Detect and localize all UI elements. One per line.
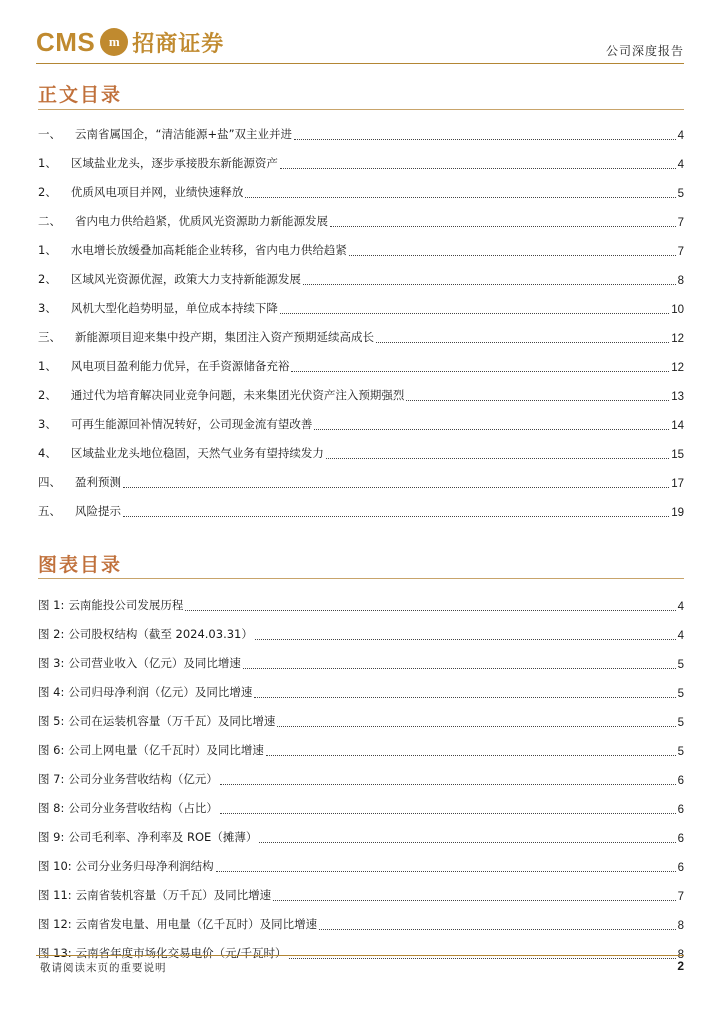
- entry-title: 公司股权结构（截至 2024.03.31）: [68, 627, 253, 641]
- figure-entry[interactable]: [38, 700, 684, 729]
- entry-page-number: 4: [677, 630, 684, 642]
- entry-title: 云南省年度市场化交易电价（元/千瓦时）: [75, 946, 287, 960]
- figure-entry[interactable]: [38, 845, 684, 874]
- entry-page-number: 7: [677, 217, 684, 229]
- toc-entry[interactable]: [38, 316, 684, 345]
- entry-number: 图 12:: [38, 917, 72, 931]
- entry-page-number: 7: [677, 891, 684, 903]
- entry-page-number: 4: [677, 159, 684, 171]
- entry-number: 四、: [38, 475, 61, 489]
- dot-leader: [280, 167, 676, 169]
- dot-leader: [289, 957, 676, 959]
- entry-title: 风机大型化趋势明显，单位成本持续下降: [70, 301, 278, 315]
- entry-title: 区域盐业龙头地位稳固，天然气业务有望持续发力: [70, 446, 324, 460]
- entry-page-number: 12: [671, 333, 684, 345]
- entry-title: 公司毛利率、净利率及 ROE（摊薄）: [68, 830, 258, 844]
- dot-leader: [216, 870, 676, 872]
- entry-number: 图 10:: [38, 859, 72, 873]
- figure-entry[interactable]: [38, 729, 684, 758]
- dot-leader: [406, 399, 669, 401]
- entry-page-number: 13: [671, 391, 684, 403]
- toc-entry[interactable]: [38, 229, 684, 258]
- figure-entry[interactable]: [38, 903, 684, 932]
- toc-entry[interactable]: [38, 287, 684, 316]
- entry-number: 4、: [38, 446, 57, 460]
- entry-title: 公司分业务营收结构（占比）: [68, 801, 218, 815]
- entry-page-number: 5: [677, 688, 684, 700]
- entry-number: 图 9:: [38, 830, 65, 844]
- entry-number: 图 5:: [38, 714, 65, 728]
- entry-title: 公司分业务归母净利润结构: [75, 859, 214, 873]
- logo-latin-text: CMS: [36, 26, 96, 57]
- dot-leader: [314, 428, 669, 430]
- toc-entry[interactable]: [38, 113, 684, 142]
- entry-number: 二、: [38, 214, 61, 228]
- entry-number: 图 2:: [38, 627, 65, 641]
- entry-title: 云南省属国企，“清洁能源+盐”双主业并进: [75, 127, 293, 141]
- figure-entry[interactable]: [38, 816, 684, 845]
- dot-leader: [349, 254, 676, 256]
- entry-number: 图 7:: [38, 772, 65, 786]
- entry-number: 图 11:: [38, 888, 72, 902]
- toc-entry[interactable]: [38, 258, 684, 287]
- contents-divider: [38, 109, 684, 110]
- entry-number: 1、: [38, 243, 57, 257]
- entry-title: 公司分业务营收结构（亿元）: [68, 772, 218, 786]
- entry-page-number: 4: [677, 601, 684, 613]
- entry-page-number: 6: [677, 862, 684, 874]
- entry-number: 2、: [38, 185, 57, 199]
- dot-leader: [319, 928, 675, 930]
- entry-title: 公司营业收入（亿元）及同比增速: [68, 656, 241, 670]
- toc-entry[interactable]: [38, 142, 684, 171]
- dot-leader: [291, 370, 669, 372]
- entry-number: 2、: [38, 272, 57, 286]
- entry-number: 图 6:: [38, 743, 65, 757]
- page-number: 2: [677, 959, 684, 973]
- entry-page-number: 8: [677, 275, 684, 287]
- dot-leader: [220, 783, 676, 785]
- figure-entry[interactable]: [38, 671, 684, 700]
- entry-title: 风险提示: [75, 504, 121, 518]
- toc-entry[interactable]: [38, 200, 684, 229]
- entry-title: 区域盐业龙头，逐步承接股东新能源资产: [70, 156, 278, 170]
- dot-leader: [220, 812, 676, 814]
- entry-page-number: 5: [677, 659, 684, 671]
- entry-page-number: 17: [671, 478, 684, 490]
- entry-title: 公司上网电量（亿千瓦时）及同比增速: [68, 743, 264, 757]
- entry-title: 云南省发电量、用电量（亿千瓦时）及同比增速: [75, 917, 318, 931]
- toc-entry[interactable]: [38, 374, 684, 403]
- logo-badge-icon: m: [100, 28, 128, 56]
- toc-entry[interactable]: [38, 432, 684, 461]
- entry-number: 2、: [38, 388, 57, 402]
- dot-leader: [277, 725, 675, 727]
- toc-entry[interactable]: [38, 490, 684, 519]
- header-divider: [36, 63, 684, 64]
- dot-leader: [255, 638, 676, 640]
- entry-page-number: 6: [677, 833, 684, 845]
- dot-leader: [303, 283, 676, 285]
- brand-logo: [36, 22, 224, 62]
- dot-leader: [259, 841, 675, 843]
- entry-page-number: 6: [677, 804, 684, 816]
- entry-number: 图 1:: [38, 598, 65, 612]
- figure-entry[interactable]: [38, 874, 684, 903]
- entry-title: 通过代为培育解决同业竞争问题，未来集团光伏资产注入预期强烈: [70, 388, 405, 402]
- figure-entry[interactable]: [38, 787, 684, 816]
- entry-title: 公司在运装机容量（万千瓦）及同比增速: [68, 714, 276, 728]
- entry-page-number: 5: [677, 746, 684, 758]
- dot-leader: [185, 609, 675, 611]
- dot-leader: [243, 667, 676, 669]
- entry-number: 1、: [38, 359, 57, 373]
- entry-number: 3、: [38, 417, 57, 431]
- dot-leader: [326, 457, 669, 459]
- figure-entry[interactable]: [38, 932, 684, 961]
- toc-entry[interactable]: [38, 171, 684, 200]
- entry-number: 五、: [38, 504, 61, 518]
- toc-entry[interactable]: [38, 403, 684, 432]
- entry-title: 可再生能源回补情况转好，公司现金流有望改善: [70, 417, 313, 431]
- entry-page-number: 15: [671, 449, 684, 461]
- footer-disclaimer: 敬请阅读末页的重要说明: [40, 962, 167, 974]
- report-type-label: 公司深度报告: [605, 44, 684, 58]
- footer-divider: [36, 955, 684, 956]
- entry-title: 优质风电项目并网，业绩快速释放: [70, 185, 244, 199]
- entry-number: 3、: [38, 301, 57, 315]
- page-header: [0, 0, 724, 70]
- entry-title: 云南省装机容量（万千瓦）及同比增速: [75, 888, 272, 902]
- entry-title: 公司归母净利润（亿元）及同比增速: [68, 685, 253, 699]
- logo-chinese-text: 招商证券: [132, 30, 225, 57]
- entry-title: 区域风光资源优渥，政策大力支持新能源发展: [70, 272, 301, 286]
- entry-number: 一、: [38, 127, 61, 141]
- entry-page-number: 14: [671, 420, 684, 432]
- dot-leader: [294, 138, 676, 140]
- entry-page-number: 8: [677, 949, 684, 961]
- entry-number: 1、: [38, 156, 57, 170]
- figure-entry[interactable]: [38, 642, 684, 671]
- entry-title: 风电项目盈利能力优异，在手资源储备充裕: [70, 359, 290, 373]
- contents-title: 正文目录: [38, 84, 123, 106]
- dot-leader: [266, 754, 676, 756]
- entry-page-number: 4: [677, 130, 684, 142]
- dot-leader: [376, 341, 669, 343]
- dot-leader: [280, 312, 669, 314]
- entry-title: 水电增长放缓叠加高耗能企业转移，省内电力供给趋紧: [70, 243, 347, 257]
- figures-list: [38, 584, 684, 961]
- entry-page-number: 8: [677, 920, 684, 932]
- entry-page-number: 5: [677, 188, 684, 200]
- entry-title: 省内电力供给趋紧，优质风光资源助力新能源发展: [75, 214, 328, 228]
- dot-leader: [245, 196, 675, 198]
- entry-number: 图 13:: [38, 946, 72, 960]
- dot-leader: [330, 225, 676, 227]
- entry-number: 三、: [38, 330, 61, 344]
- figure-entry[interactable]: [38, 758, 684, 787]
- entry-number: 图 8:: [38, 801, 65, 815]
- entry-page-number: 5: [677, 717, 684, 729]
- dot-leader: [123, 515, 669, 517]
- entry-title: 新能源项目迎来集中投产期，集团注入资产预期延续高成长: [75, 330, 374, 344]
- toc-entry[interactable]: [38, 461, 684, 490]
- dot-leader: [123, 486, 669, 488]
- entry-page-number: 10: [671, 304, 684, 316]
- entry-title: 盈利预测: [75, 475, 121, 489]
- figures-title: 图表目录: [38, 554, 123, 576]
- figure-entry[interactable]: [38, 584, 684, 613]
- entry-page-number: 12: [671, 362, 684, 374]
- dot-leader: [254, 696, 675, 698]
- entry-page-number: 7: [677, 246, 684, 258]
- entry-number: 图 4:: [38, 685, 65, 699]
- entry-page-number: 6: [677, 775, 684, 787]
- contents-list: [38, 113, 684, 519]
- figure-entry[interactable]: [38, 613, 684, 642]
- toc-entry[interactable]: [38, 345, 684, 374]
- entry-page-number: 19: [671, 507, 684, 519]
- entry-title: 云南能投公司发展历程: [68, 598, 184, 612]
- entry-number: 图 3:: [38, 656, 65, 670]
- dot-leader: [273, 899, 675, 901]
- figures-divider: [38, 578, 684, 579]
